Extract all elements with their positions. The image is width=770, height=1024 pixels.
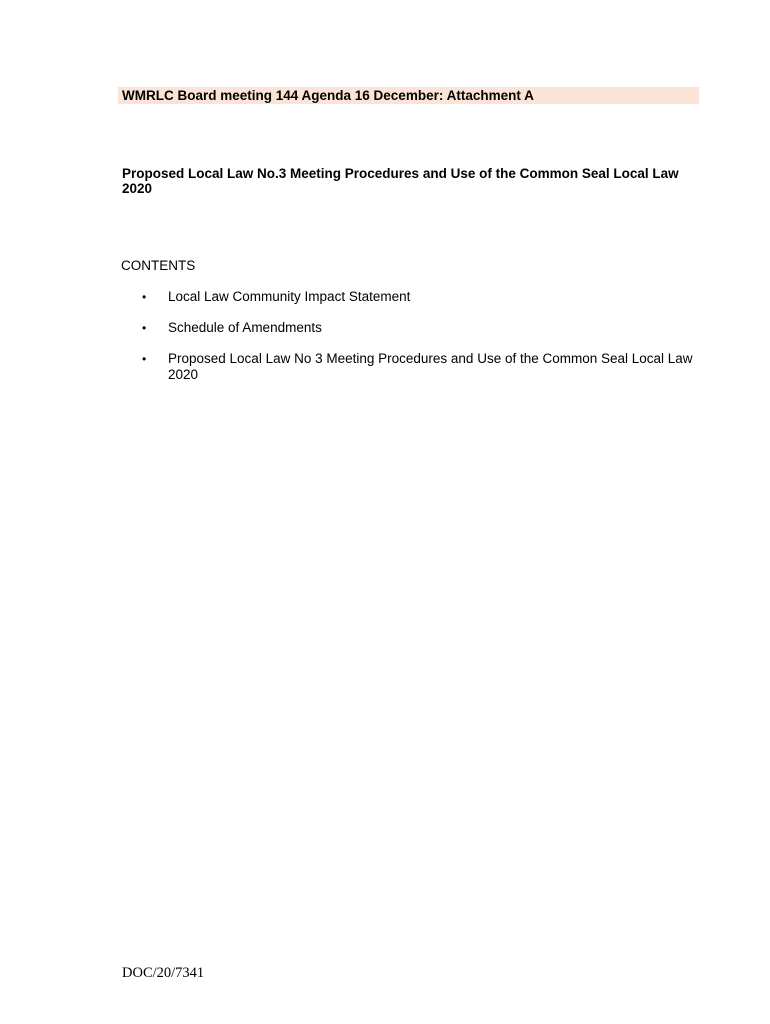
contents-list-item [142,320,702,336]
contents-list [142,289,702,398]
bullet-icon: • [142,321,147,335]
contents-list-item [142,289,702,305]
header-attachment-label: WMRLC Board meeting 144 Agenda 16 December: Attachment A [122,88,534,103]
contents-item-label: Local Law Community Impact Statement [168,289,411,304]
bullet-icon: • [142,352,147,366]
contents-heading: CONTENTS [121,258,196,273]
contents-item-label: Proposed Local Law No 3 Meeting Procedures and Use of the Common Seal Local Law 2020 [168,351,693,382]
contents-item-label: Schedule of Amendments [168,320,322,335]
document-reference-number: DOC/20/7341 [122,965,205,981]
contents-list-item [142,351,702,383]
document-title: Proposed Local Law No.3 Meeting Procedures and Use of the Common Seal Local Law 2020 [122,166,679,196]
bullet-icon: • [142,290,147,304]
